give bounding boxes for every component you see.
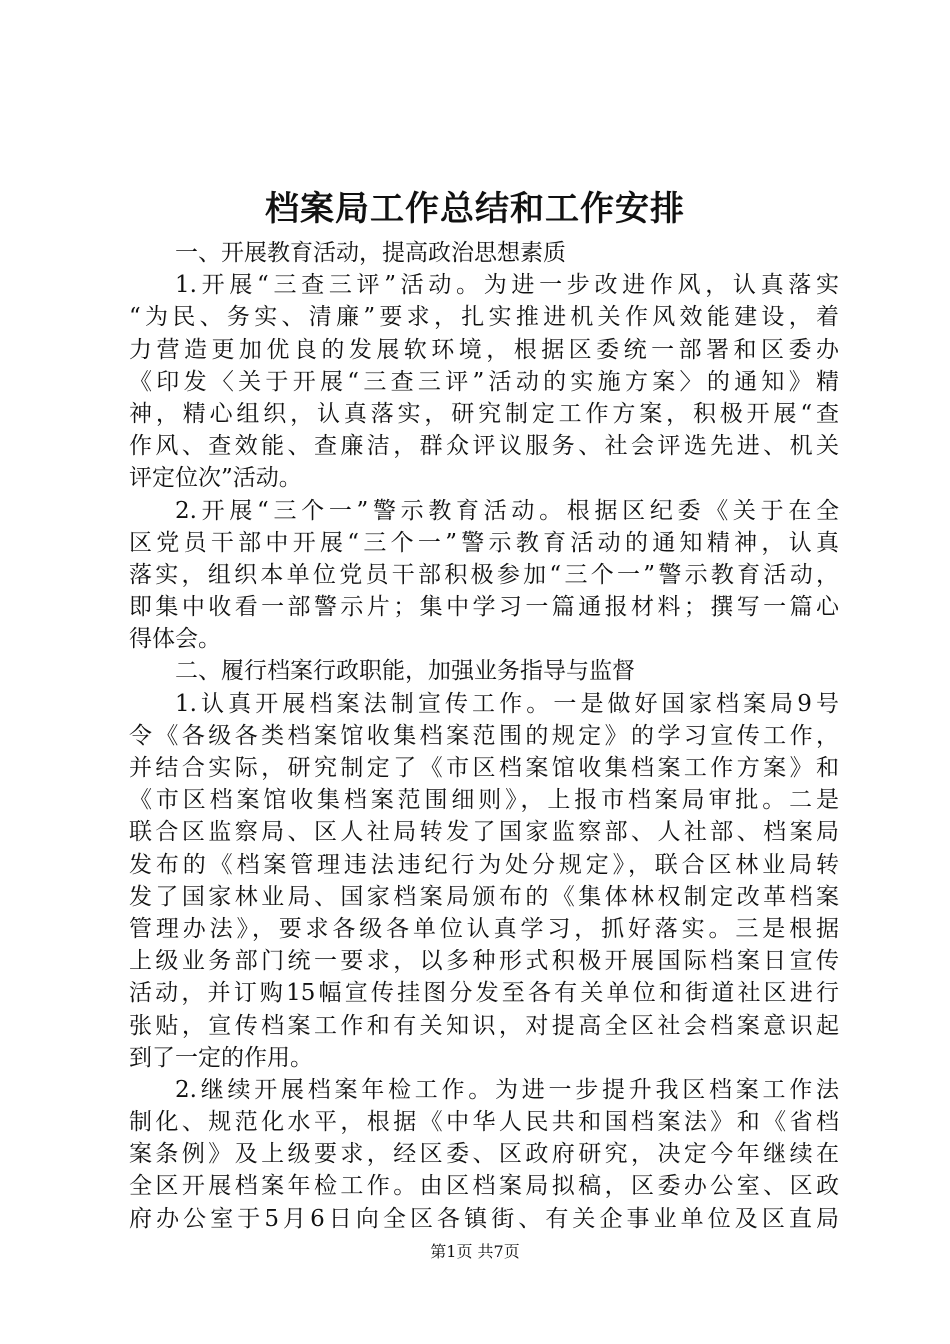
text-line: 发了国家林业局、国家档案局颁布的《集体林权制定改革档案: [129, 883, 839, 910]
text-line: 到了一定的作用。: [129, 1044, 313, 1071]
text-line: 令《各级各类档案馆收集档案范围的规定》的学习宣传工作，: [129, 722, 839, 749]
text-line: “为民、务实、清廉”要求，扎实推进机关作风效能建设，着: [129, 304, 839, 331]
text-line: 并结合实际，研究制定了《市区档案馆收集档案工作方案》和: [129, 755, 839, 781]
text-line: 发布的《档案管理违法违纪行为处分规定》，联合区林业局转: [129, 851, 839, 878]
text-line: 上级业务部门统一要求，以多种形式积极开展国际档案日宣传: [129, 948, 839, 975]
text-line: 即集中收看一部警示片；集中学习一篇通报材料；撰写一篇心: [129, 594, 839, 621]
page-footer: 第1页 共7页: [430, 1242, 520, 1261]
text-line: 二、履行档案行政职能，加强业务指导与监督: [175, 658, 635, 685]
text-line: 张贴，宣传档案工作和有关知识，对提高全区社会档案意识起: [129, 1012, 839, 1039]
document-title: 档案局工作总结和工作安排: [265, 189, 685, 229]
text-line: 案条例》及上级要求，经区委、区政府研究，决定今年继续在: [129, 1141, 839, 1168]
text-line: 落实，组织本单位党员干部积极参加“三个一”警示教育活动，: [129, 561, 839, 588]
text-line: 管理办法》，要求各级各单位认真学习，抓好落实。三是根据: [129, 915, 839, 942]
text-line: 府办公室于5月6日向全区各镇街、有关企事业单位及区直局: [129, 1205, 839, 1232]
text-line: 神，精心组织，认真落实，研究制定工作方案，积极开展“查: [129, 400, 839, 427]
text-line: 《市区档案馆收集档案范围细则》，上报市档案局审批。二是: [129, 787, 839, 814]
text-line: 作风、查效能、查廉洁，群众评议服务、社会评选先进、机关: [129, 433, 839, 460]
text-line: 《印发〈关于开展“三查三评”活动的实施方案〉的通知》精: [129, 368, 839, 395]
text-line: 得体会。: [129, 626, 221, 653]
text-line: 2.继续开展档案年检工作。为进一步提升我区档案工作法: [175, 1076, 839, 1103]
text-line: 活动，并订购15幅宣传挂图分发至各有关单位和街道社区进行: [129, 980, 839, 1007]
text-line: 区党员干部中开展“三个一”警示教育活动的通知精神，认真: [129, 529, 839, 556]
text-line: 评定位次”活动。: [129, 465, 302, 492]
document-body: [129, 237, 839, 1235]
text-line: 制化、规范化水平，根据《中华人民共和国档案法》和《省档: [129, 1109, 839, 1136]
text-line: 1.认真开展档案法制宣传工作。一是做好国家档案局9号: [175, 690, 839, 717]
text-line: 联合区监察局、区人社局转发了国家监察部、人社部、档案局: [129, 819, 839, 846]
text-line: 一、开展教育活动，提高政治思想素质: [175, 240, 566, 266]
text-line: 2.开展“三个一”警示教育活动。根据区纪委《关于在全: [175, 497, 839, 524]
text-line: 1.开展“三查三评”活动。为进一步改进作风，认真落实: [175, 272, 839, 299]
text-line: 力营造更加优良的发展软环境，根据区委统一部署和区委办: [129, 336, 839, 363]
text-line: 全区开展档案年检工作。由区档案局拟稿，区委办公室、区政: [129, 1173, 839, 1200]
